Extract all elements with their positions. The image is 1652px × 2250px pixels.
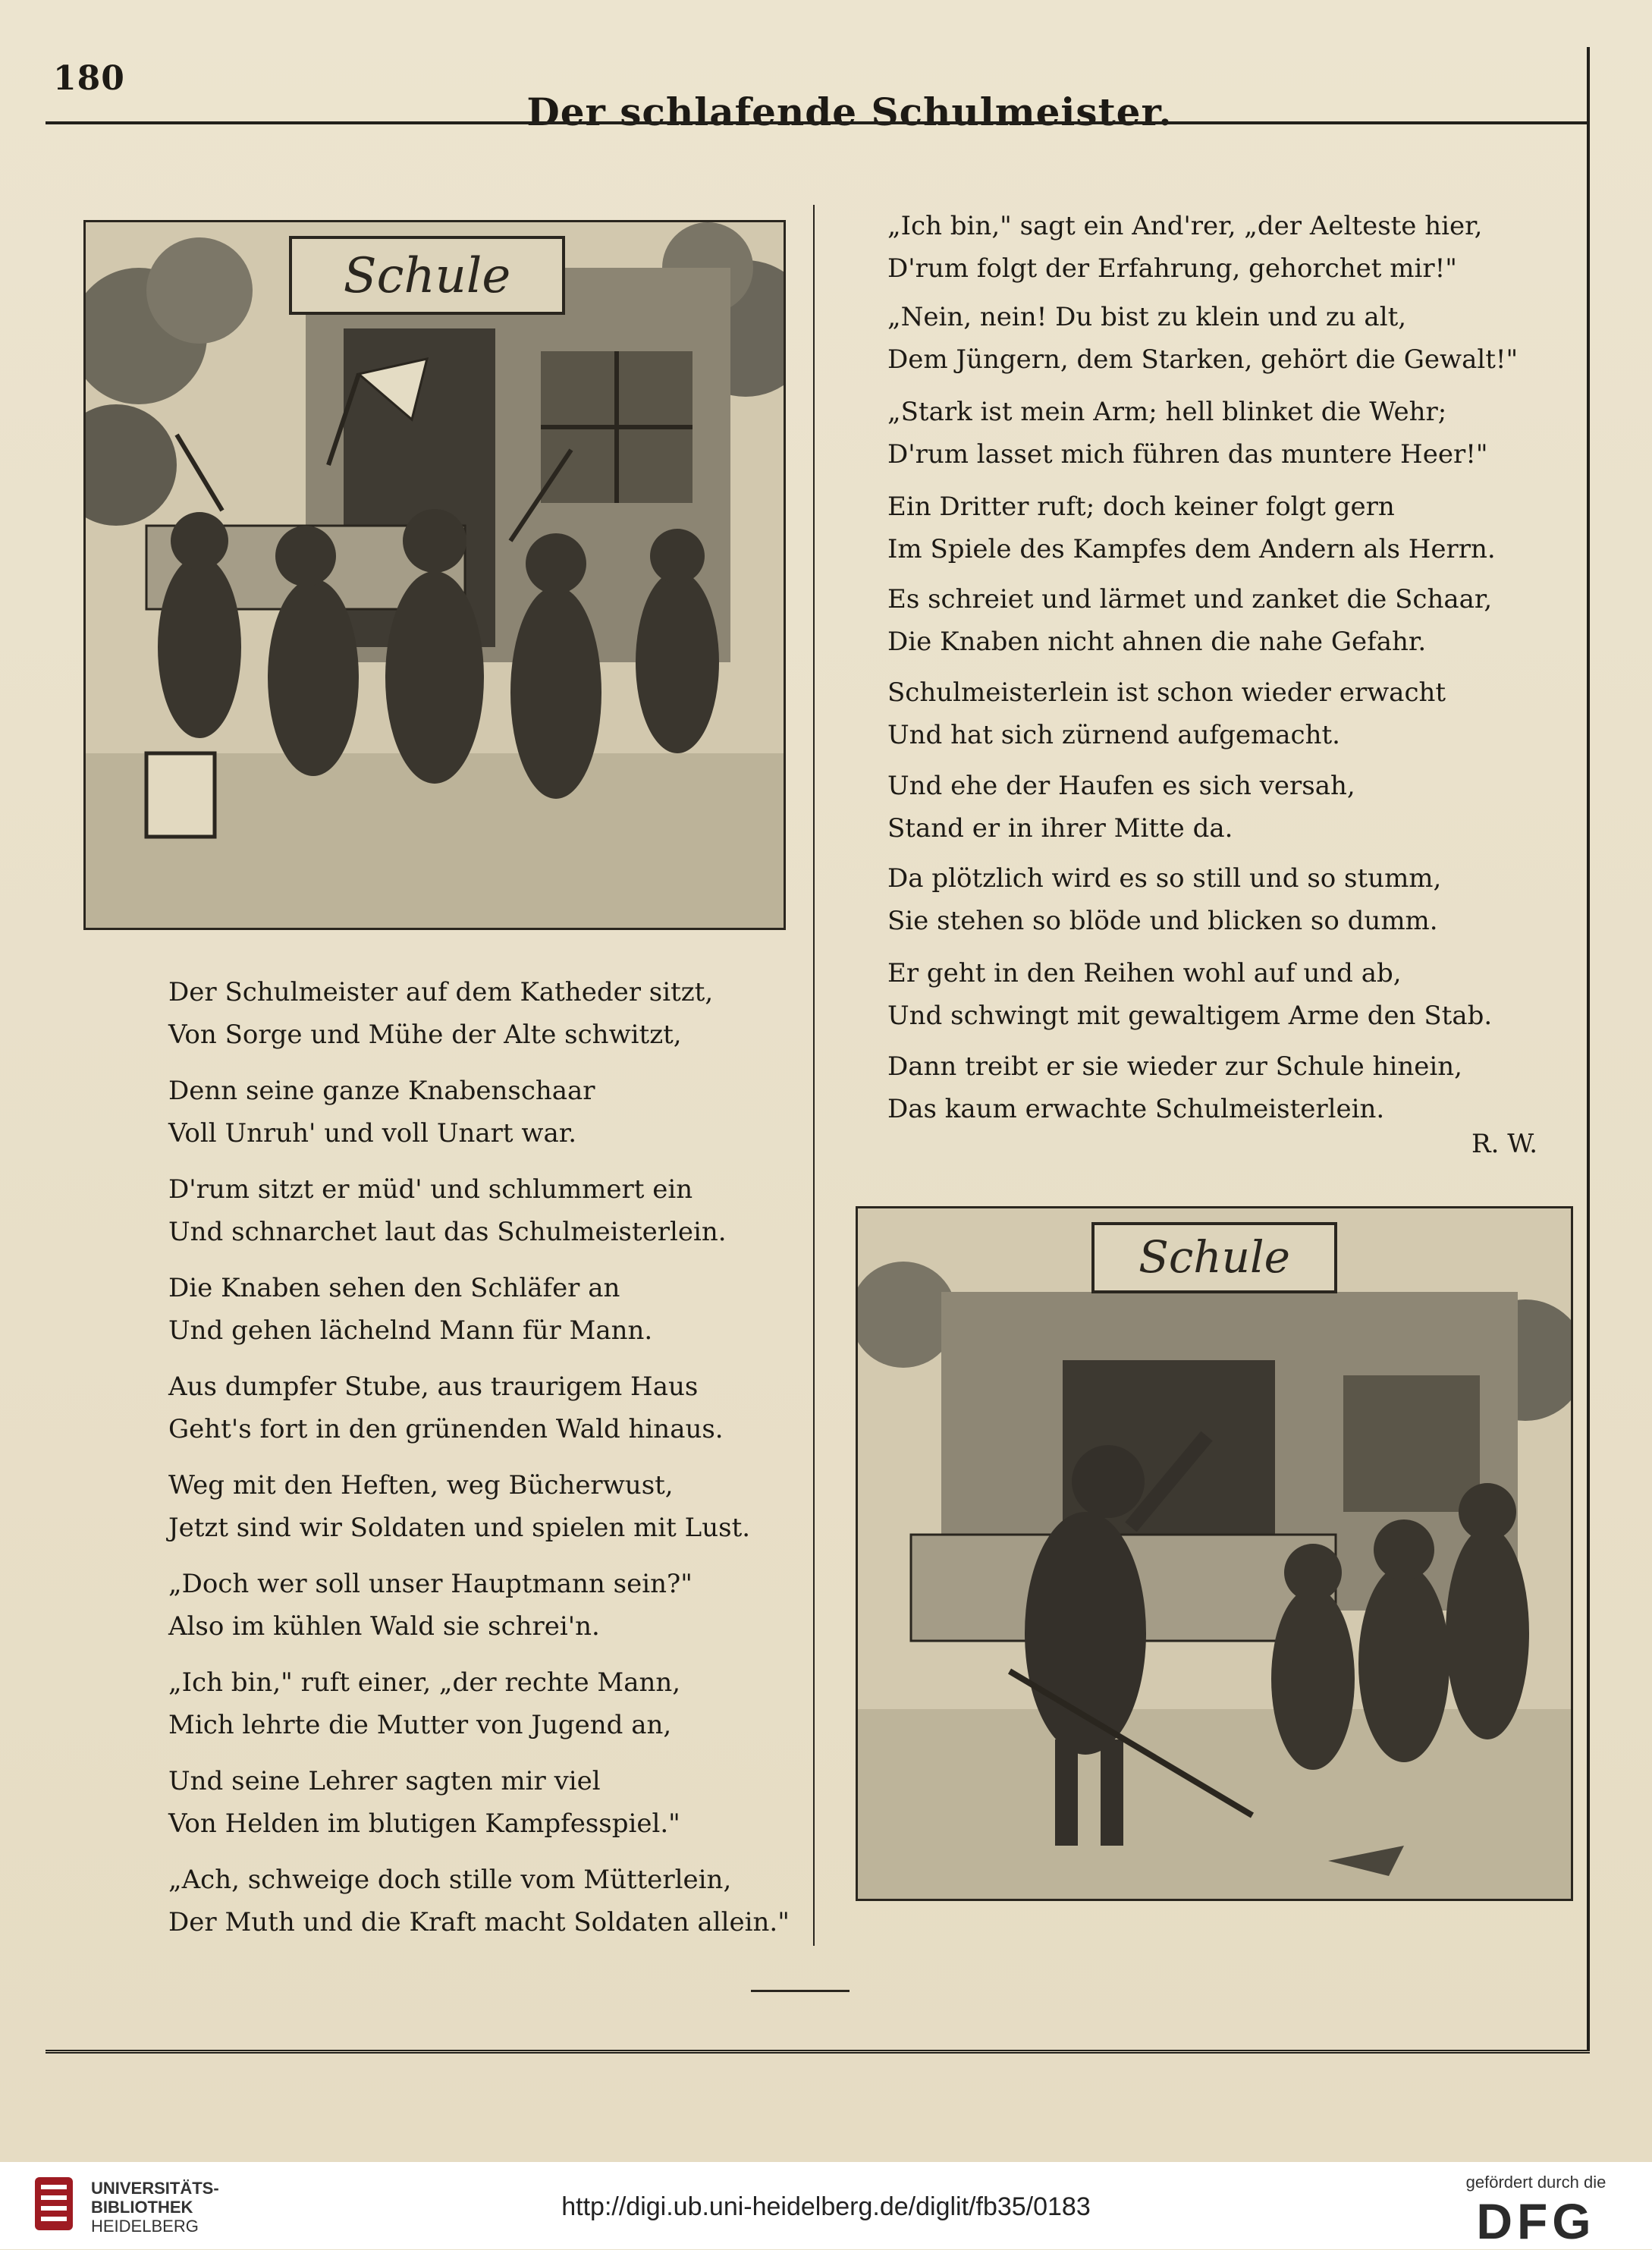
library-line-3: HEIDELBERG	[91, 2217, 199, 2236]
verse-line: Jetzt sind wir Soldaten und spielen mit Lust.	[168, 1513, 751, 1543]
right-stanza-1	[887, 205, 1482, 290]
left-stanza-2	[168, 1070, 595, 1155]
verse-line: Der Schulmeister auf dem Katheder sitzt,	[168, 977, 714, 1007]
frame-bottom-rule	[46, 2050, 1590, 2054]
verse-line: Der Muth und die Kraft macht Soldaten allein."	[168, 1907, 790, 1937]
verse-line: Und schnarchet laut das Schulmeisterlein.	[168, 1217, 727, 1247]
verse-line: Er geht in den Reihen wohl auf und ab,	[887, 958, 1402, 988]
verse-line: Von Helden im blutigen Kampfesspiel."	[168, 1808, 680, 1839]
verse-line: „Stark ist mein Arm; hell blinket die Wehr;	[887, 397, 1447, 427]
right-stanza-10	[887, 1045, 1462, 1130]
verse-line: Und ehe der Haufen es sich versah,	[887, 771, 1355, 801]
left-stanza-10	[168, 1859, 790, 1944]
verse-line: Ein Dritter ruft; doch keiner folgt gern	[887, 492, 1395, 522]
frame-right-rule	[1587, 47, 1590, 2050]
column-divider	[813, 205, 815, 1946]
author-signature: R. W.	[1471, 1129, 1538, 1159]
illustration-2-sign: Schule	[1138, 1231, 1290, 1283]
right-stanza-7	[887, 765, 1355, 850]
verse-line: Aus dumpfer Stube, aus traurigem Haus	[168, 1372, 699, 1402]
funded-by-label: gefördert durch die	[1465, 2173, 1606, 2192]
verse-line: Denn seine ganze Knabenschaar	[168, 1076, 595, 1106]
right-stanza-8	[887, 857, 1441, 942]
verse-line: „Nein, nein! Du bist zu klein und zu alt,	[887, 302, 1407, 332]
verse-line: „Ich bin," ruft einer, „der rechte Mann,	[168, 1667, 681, 1698]
verse-line: Also im kühlen Wald sie schrei'n.	[168, 1611, 600, 1642]
right-stanza-5	[887, 578, 1492, 663]
right-stanza-9	[887, 952, 1492, 1037]
right-stanza-3	[887, 391, 1488, 476]
verse-line: Und seine Lehrer sagten mir viel	[168, 1766, 601, 1796]
verse-line: D'rum sitzt er müd' und schlummert ein	[168, 1174, 693, 1205]
left-stanza-3	[168, 1168, 727, 1253]
left-stanza-7	[168, 1563, 693, 1648]
verse-line: Und gehen lächelnd Mann für Mann.	[168, 1315, 653, 1346]
verse-line: Dann treibt er sie wieder zur Schule hinein,	[887, 1051, 1462, 1082]
dfg-logo: DFG	[1476, 2193, 1596, 2249]
verse-line: Und hat sich zürnend aufgemacht.	[887, 720, 1340, 750]
verse-line: D'rum lasset mich führen das muntere Heer!"	[887, 439, 1488, 470]
verse-line: Im Spiele des Kampfes dem Andern als Herrn.	[887, 534, 1496, 564]
verse-line: D'rum folgt der Erfahrung, gehorchet mir!"	[887, 253, 1457, 284]
verse-line: Stand er in ihrer Mitte da.	[887, 813, 1233, 844]
right-stanza-4	[887, 486, 1496, 570]
left-stanza-8	[168, 1661, 680, 1746]
verse-line: Schulmeisterlein ist schon wieder erwacht	[887, 677, 1446, 708]
verse-line: Voll Unruh' und voll Unart war.	[168, 1118, 577, 1149]
illustration-schoolmaster	[856, 1206, 1573, 1901]
verse-line: Weg mit den Heften, weg Bücherwust,	[168, 1470, 674, 1501]
verse-line: „Doch wer soll unser Hauptmann sein?"	[168, 1569, 693, 1599]
verse-line: Das kaum erwachte Schulmeisterlein.	[887, 1094, 1385, 1124]
verse-line: „Ich bin," sagt ein And'rer, „der Aelteste hier,	[887, 211, 1483, 241]
source-url-link[interactable]: http://digi.ub.uni-heidelberg.de/diglit/fb35/0183	[561, 2192, 1091, 2221]
right-stanza-2	[887, 296, 1518, 381]
library-line-1: UNIVERSITÄTS-	[91, 2179, 219, 2198]
verse-line: „Ach, schweige doch stille vom Mütterlein,	[168, 1865, 732, 1895]
page-number: 180	[53, 59, 125, 98]
verse-line: Sie stehen so blöde und blicken so dumm.	[887, 906, 1438, 936]
library-line-2: BIBLIOTHEK	[91, 2198, 193, 2217]
top-rule	[46, 121, 1590, 124]
left-stanza-9	[168, 1760, 680, 1845]
illustration-children-playing	[83, 220, 786, 930]
verse-line: Die Knaben nicht ahnen die nahe Gefahr.	[887, 627, 1427, 657]
verse-line: Von Sorge und Mühe der Alte schwitzt,	[168, 1020, 682, 1050]
verse-line: Mich lehrte die Mutter von Jugend an,	[168, 1710, 672, 1740]
illustration-1-sign: Schule	[343, 248, 511, 304]
verse-line: Geht's fort in den grünenden Wald hinaus.	[168, 1414, 724, 1444]
left-stanza-6	[168, 1464, 750, 1549]
right-stanza-6	[887, 671, 1446, 756]
left-stanza-4	[168, 1267, 652, 1352]
verse-line: Dem Jüngern, dem Starken, gehört die Gewalt!"	[887, 344, 1519, 375]
left-stanza-5	[168, 1365, 724, 1450]
page-title: Der schlafende Schulmeister.	[526, 90, 1173, 134]
verse-line: Es schreiet und lärmet und zanket die Schaar,	[887, 584, 1493, 614]
end-rule	[751, 1990, 850, 1992]
verse-line: Und schwingt mit gewaltigem Arme den Stab.	[887, 1001, 1493, 1031]
verse-line: Die Knaben sehen den Schläfer an	[168, 1273, 620, 1303]
left-stanza-1	[168, 971, 713, 1056]
verse-line: Da plötzlich wird es so still und so stumm,	[887, 863, 1442, 894]
footer-bar	[0, 2162, 1652, 2249]
